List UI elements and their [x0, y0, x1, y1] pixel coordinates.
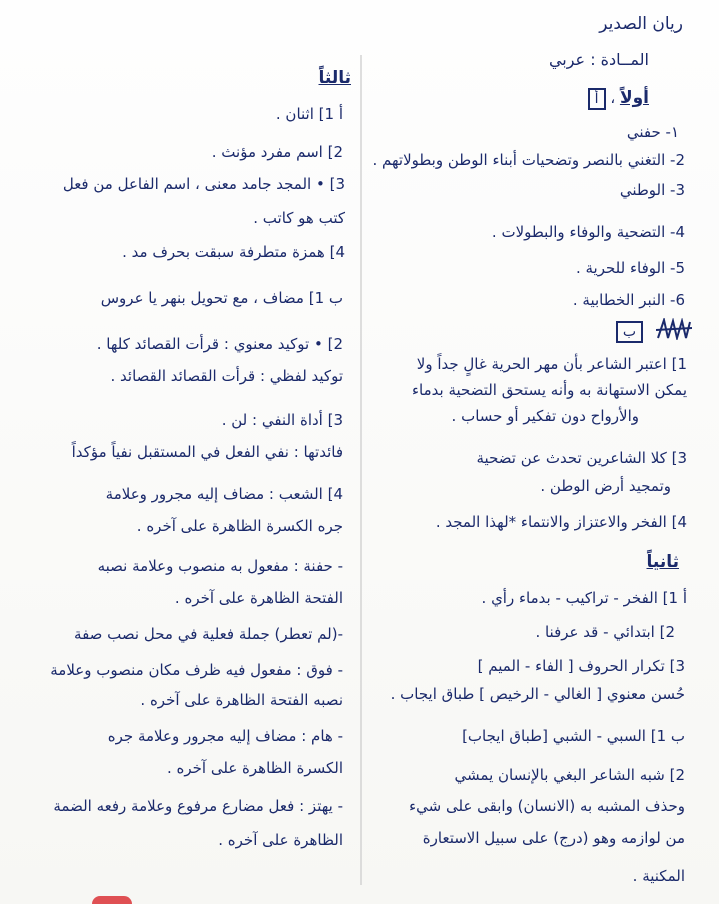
answer-line: 3] • المجد جامد معنى ، اسم الفاعل من فعل: [62, 175, 345, 193]
answer-line: توكيد لفظي : قرأت القصائد القصائد .: [110, 367, 343, 385]
answer-line: أ 1] الفخر - تراكيب - بدماء رأي .: [481, 589, 687, 607]
section2-title: ثانياً: [646, 552, 679, 572]
answer-line: 2] اسم مفرد مؤنث .: [211, 143, 343, 161]
answer-line: - فوق : مفعول فيه ظرف مكان منصوب وعلامة: [50, 661, 343, 679]
answer-line: 2] شبه الشاعر البغي بالإنسان يمشي: [454, 766, 685, 784]
red-corner-mark: [92, 896, 132, 904]
answer-line: 3] أداة النفي : لن .: [221, 411, 343, 429]
answer-line: 1] اعتبر الشاعر بأن مهر الحرية غالٍ جداً ولا: [416, 355, 687, 373]
answer-line: 4] الفخر والاعتزاز والانتماء *لهذا المجد .: [435, 513, 687, 531]
answer-line: ١- حفني: [626, 123, 679, 141]
answer-line: 2] ابتدائي - قد عرفنا .: [535, 623, 675, 641]
answer-line: ب 1] السبي - الشبي [طباق ايجاب]: [462, 727, 685, 745]
answer-line: المكنية .: [632, 867, 685, 885]
answer-line: - حفنة : مفعول به منصوب وعلامة نصبه: [97, 557, 343, 575]
student-name: ريان الصدير: [599, 14, 683, 34]
section1-title: أولاً: [619, 88, 649, 108]
answer-line: جره الكسرة الظاهرة على آخره .: [136, 517, 343, 535]
answer-line: 2] • توكيد معنوي : قرأت القصائد كلها .: [96, 335, 343, 353]
part-b-heading: [616, 321, 643, 343]
answer-line: - هام : مضاف إليه مجرور وعلامة جره: [107, 727, 343, 745]
answer-line: 3- الوطني: [619, 181, 685, 199]
answer-line: الظاهرة على آخره .: [218, 831, 343, 849]
answer-line: الكسرة الظاهرة على آخره .: [166, 759, 343, 777]
answer-line: 4- التضحية والوفاء والبطولات .: [491, 223, 685, 241]
answer-line: يمكن الاستهانة به وأنه يستحق التضحية بدماء: [411, 381, 687, 399]
column-divider: [360, 55, 362, 885]
answer-line: 3] كلا الشاعرين تحدث عن تضحية: [476, 449, 687, 467]
answer-line: 4] الشعب : مضاف إليه مجرور وعلامة: [105, 485, 343, 503]
answer-line: الفتحة الظاهرة على آخره .: [174, 589, 343, 607]
answer-line: كتب هو كاتب .: [253, 209, 345, 227]
answer-line: - يهتز : فعل مضارع مرفوع وعلامة رفعه الضمة: [53, 797, 343, 815]
answer-line: وحذف المشبه به (الانسان) وابقى على شيء: [409, 797, 685, 815]
part-b-box: ب: [616, 321, 643, 343]
answer-line: أ 1] اثنان .: [275, 105, 343, 123]
answer-line: ب 1] مضاف ، مع تحويل بنهر يا عروس: [100, 289, 343, 307]
answer-line: -(لم تعطر) جملة فعلية في محل نصب صفة: [74, 625, 343, 643]
answer-line: 6- النبر الخطابية .: [572, 291, 685, 309]
answer-line: فائدتها : نفي الفعل في المستقبل نفياً مؤكداً: [71, 443, 343, 461]
part-a-box: أ: [588, 88, 606, 110]
answer-line: وتمجيد أرض الوطن .: [540, 477, 671, 495]
answer-line: نصبه الفتحة الظاهرة على آخره .: [140, 691, 343, 709]
answer-line: حُسن معنوي [ الغالي - الرخيص ] طباق ايجاب .: [390, 685, 685, 703]
section3-title: ثالثاً: [318, 68, 351, 88]
section1-heading: أولاً ، أ: [588, 88, 649, 110]
scribble-mark: [656, 318, 692, 340]
answer-line: 2- التغني بالنصر وتضحيات أبناء الوطن وبطولاتهم .: [372, 151, 685, 169]
answer-line: 3] تكرار الحروف [ الفاء - الميم ]: [477, 657, 685, 675]
answer-line: 4] همزة متطرفة سبقت بحرف مد .: [122, 243, 345, 261]
answer-line: من لوازمه وهو (درج) على سبيل الاستعارة: [422, 829, 685, 847]
answer-line: 5- الوفاء للحرية .: [575, 259, 685, 277]
answer-line: والأرواح دون تفكير أو حساب .: [451, 407, 639, 425]
subject-line: المــادة : عربي: [548, 50, 649, 69]
